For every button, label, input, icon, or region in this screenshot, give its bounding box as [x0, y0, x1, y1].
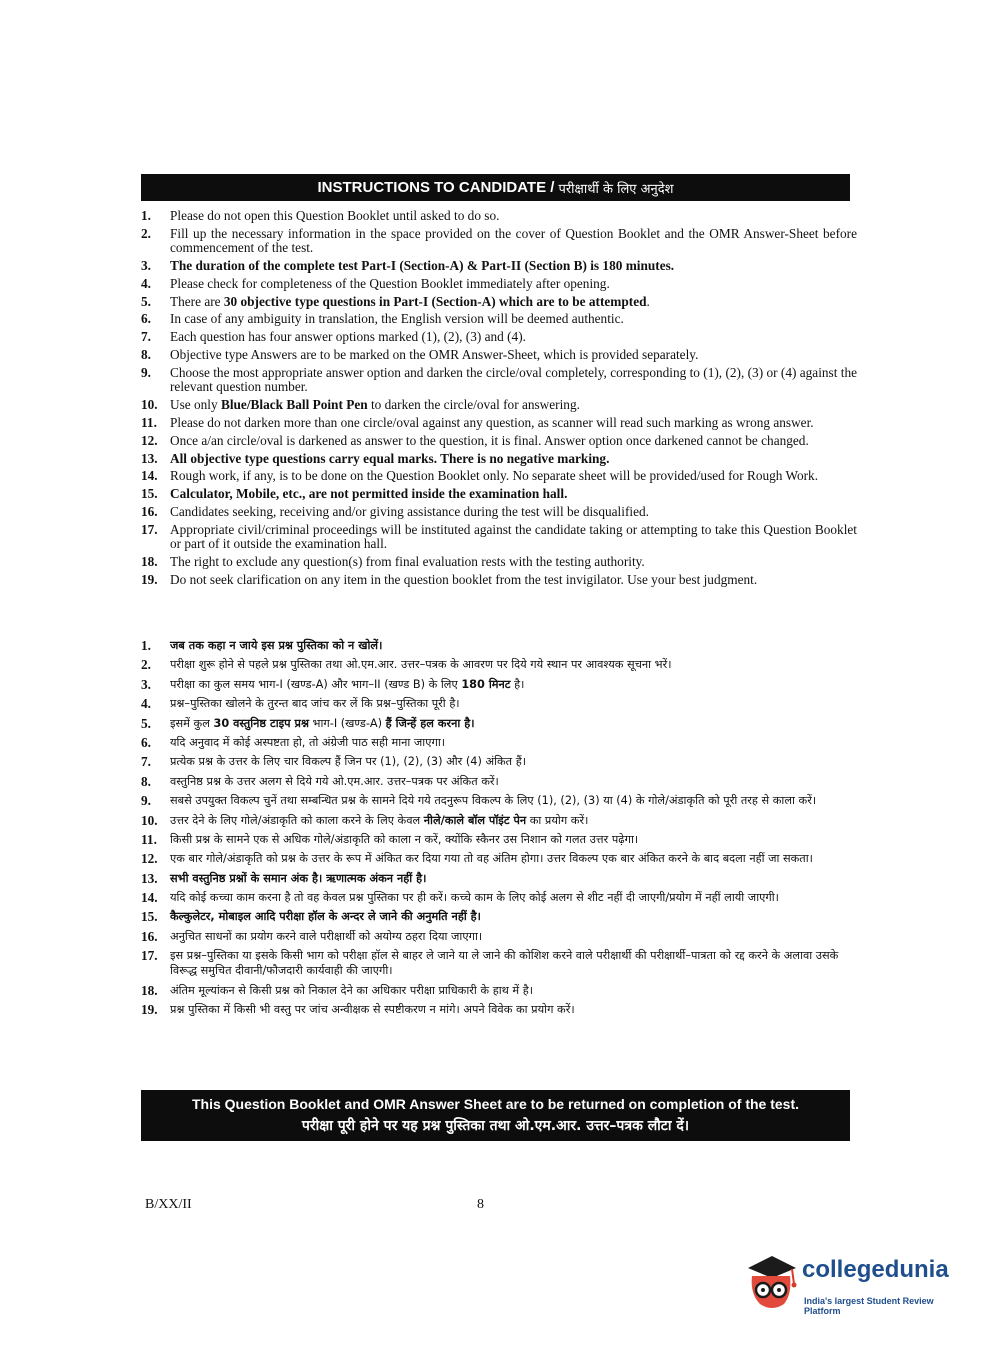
instruction-text	[170, 929, 857, 944]
instruction-text-segment: Please do not open this Question Booklet until asked to do so.	[170, 208, 500, 223]
instruction-text-segment: उत्तर देने के लिए गोले/अंडाकृति को काला करने के लिए केवल	[170, 813, 424, 827]
instruction-text	[170, 452, 857, 467]
instruction-text	[170, 366, 857, 395]
instruction-text	[170, 696, 857, 711]
instruction-number: 6.	[141, 734, 151, 750]
instructions-list-english	[141, 209, 857, 591]
instruction-item	[141, 735, 857, 750]
instruction-item	[141, 277, 857, 292]
header-title-hi: परीक्षार्थी के लिए अनुदेश	[558, 181, 674, 197]
instruction-text-segment: जब तक कहा न जाये इस प्रश्न पुस्तिका को न खोलें।	[170, 639, 383, 652]
instruction-text-segment: किसी प्रश्न के सामने एक से अधिक गोले/अंडाकृति को काला न करें, क्योंकि स्कैनर उस निशान को गलत उत्तर पढ़ेगा।	[170, 832, 639, 846]
instruction-text-segment: Please check for completeness of the Question Booklet immediately after opening.	[170, 275, 610, 291]
instruction-number: 5.	[141, 715, 151, 731]
instruction-text	[170, 677, 857, 692]
instruction-item	[141, 227, 857, 256]
instructions-list-hindi	[141, 638, 857, 1021]
instruction-text-segment: Please do not darken more than one circle/oval against any question, as scanner will read such marking as wrong answer.	[170, 414, 814, 430]
instruction-text	[170, 735, 857, 750]
return-notice-banner	[141, 1090, 850, 1141]
instruction-text	[170, 638, 857, 653]
instruction-item	[141, 416, 857, 431]
instruction-item	[141, 638, 857, 653]
instruction-number: 2.	[141, 657, 151, 673]
instruction-text	[170, 398, 857, 413]
return-notice-hi: परीक्षा पूरी होने पर यह प्रश्न पुस्तिका तथा ओ.एम.आर. उत्तर–पत्रक लौटा दें।	[301, 1118, 690, 1134]
instruction-text	[170, 277, 857, 292]
instruction-text-segment: का प्रयोग करें।	[526, 813, 589, 827]
instruction-text-segment: इस प्रश्न–पुस्तिका या इसके किसी भाग को परीक्षा हॉल से बाहर ले जाने या ले जाने की कोशिश करने वाले परीक्षार्थी की परीक्षार्थी–पात्रता को रद्द करने के अलावा उसके विरूद्ध समुचित दीवानी/फौजदारी कार्यवाही की जाएगी।	[170, 949, 839, 978]
instruction-text-segment: प्रत्येक प्रश्न के उत्तर के लिए चार विकल्प हैं जिन पर (1), (2), (3) और (4) अंकित हैं।	[170, 755, 526, 769]
instruction-text	[170, 813, 857, 828]
instruction-text	[170, 774, 857, 789]
instruction-text	[170, 312, 857, 327]
instruction-text-segment: है।	[510, 677, 525, 691]
instruction-text	[170, 871, 857, 886]
instruction-text-segment: Choose the most appropriate answer option and darken the circle/oval completely, corresponding to (1), (2), (3) or (4) against the relevant question number.	[170, 364, 857, 395]
instruction-item	[141, 677, 857, 692]
instruction-item	[141, 452, 857, 467]
instruction-item	[141, 983, 857, 998]
instruction-text-segment: भाग-I (खण्ड-A)	[308, 716, 386, 730]
instruction-number: 7.	[141, 329, 151, 345]
instruction-number: 14.	[141, 468, 158, 484]
instruction-text-segment: नीले/काले बॉल पॉइंट पेन	[423, 813, 527, 827]
instruction-text	[170, 793, 857, 808]
instruction-text-segment: 180 मिनट	[461, 677, 511, 691]
instruction-number: 1.	[141, 638, 151, 653]
instruction-text-segment: अनुचित साधनों का प्रयोग करने वाले परीक्षार्थी को अयोग्य ठहरा दिया जाएगा।	[170, 929, 483, 943]
instruction-text-segment: एक बार गोले/अंडाकृति को प्रश्न के उत्तर के रूप में अंकित कर दिया गया तो वह अंतिम होगा। उत्तर विकल्प एक बार अंकित करने के बाद बदला नहीं जा सकता।	[170, 852, 813, 866]
instruction-number: 10.	[141, 812, 158, 828]
instruction-text	[170, 330, 857, 345]
instruction-text	[170, 295, 857, 310]
instruction-item	[141, 295, 857, 310]
instruction-item	[141, 312, 857, 327]
instruction-item	[141, 523, 857, 552]
instruction-item	[141, 366, 857, 395]
instruction-item	[141, 657, 857, 672]
instruction-item	[141, 259, 857, 274]
instruction-text-segment: to darken the circle/oval for answering.	[367, 397, 580, 413]
instruction-text	[170, 832, 857, 847]
instruction-item	[141, 909, 857, 924]
instruction-text	[170, 657, 857, 672]
instruction-number: 10.	[141, 397, 158, 413]
instruction-item	[141, 890, 857, 905]
instruction-text	[170, 505, 857, 520]
instruction-text	[170, 851, 857, 866]
instruction-text	[170, 259, 857, 274]
instruction-text-segment: Rough work, if any, is to be done on the Question Booklet only. No separate sheet will be provided/used for Rough Work.	[170, 468, 819, 484]
instruction-text-segment: There are	[170, 293, 224, 309]
instruction-item	[141, 487, 857, 502]
instruction-number: 18.	[141, 554, 158, 570]
instruction-item	[141, 209, 857, 224]
instruction-text-segment: सभी वस्तुनिष्ठ प्रश्नों के समान अंक है। ऋणात्मक अंकन नहीं है।	[170, 871, 427, 885]
instruction-item	[141, 434, 857, 449]
instruction-text-segment: परीक्षा का कुल समय भाग-I (खण्ड-A) और भाग–II (खण्ड B) के लिए	[170, 677, 462, 691]
instruction-text-segment: इसमें कुल	[170, 716, 214, 730]
instruction-item	[141, 398, 857, 413]
instruction-item	[141, 871, 857, 886]
instruction-text-segment: Blue/Black Ball Point Pen	[220, 397, 368, 413]
instruction-item	[141, 330, 857, 345]
instruction-text	[170, 555, 857, 570]
instruction-text-segment: सबसे उपयुक्त विकल्प चुनें तथा सम्बन्धित प्रश्न के सामने दिये गये तदनुरूप विकल्प के लिए (1), (2), (3) या (4) के गोले/अंडाकृति को पूरी तरह से काला करें।	[170, 794, 817, 808]
instruction-text	[170, 434, 857, 449]
instruction-text-segment: Use only	[170, 397, 221, 413]
instruction-text	[170, 487, 857, 502]
header-title-en: INSTRUCTIONS TO CANDIDATE /	[317, 179, 555, 196]
instruction-text-segment: वस्तुनिष्ठ प्रश्न के उत्तर अलग से दिये गये ओ.एम.आर. उत्तर–पत्रक पर अंकित करें।	[170, 774, 499, 788]
instruction-text-segment: Do not seek clarification on any item in the question booklet from the test invigilator. Use your best judgment.	[170, 571, 758, 587]
instruction-text-segment: Once a/an circle/oval is darkened as answer to the question, it is final. Answer option once darkened cannot be changed.	[170, 432, 809, 448]
instruction-item	[141, 716, 857, 731]
instruction-item	[141, 555, 857, 570]
instruction-text	[170, 573, 857, 588]
instruction-number: 14.	[141, 890, 158, 906]
instruction-item	[141, 505, 857, 520]
instruction-item	[141, 813, 857, 828]
instruction-text-segment: परीक्षा शुरू होने से पहले प्रश्न पुस्तिका तथा ओ.एम.आर. उत्तर–पत्रक के आवरण पर दिये गये स्थान पर आवश्यक सूचना भरें।	[170, 658, 672, 672]
instruction-item	[141, 754, 857, 769]
instruction-number: 8.	[141, 347, 151, 363]
instruction-item	[141, 774, 857, 789]
instruction-text-segment: Appropriate civil/criminal proceedings will be instituted against the candidate taking or attempting to take this Question Booklet or part of it outside the examination hall.	[170, 521, 857, 552]
instruction-item	[141, 348, 857, 363]
instruction-number: 5.	[141, 293, 151, 309]
instruction-text-segment: Objective type Answers are to be marked on the OMR Answer-Sheet, which is provided separately.	[170, 347, 699, 363]
instruction-text-segment: प्रश्न–पुस्तिका खोलने के तुरन्त बाद जांच कर लें कि प्रश्न–पुस्तिका पूरी है।	[170, 697, 460, 711]
instruction-text-segment: Candidates seeking, receiving and/or giving assistance during the test will be disqualified.	[170, 503, 649, 519]
instruction-text-segment: हैं जिन्हें हल करना है।	[385, 716, 475, 730]
instruction-number: 3.	[141, 676, 151, 692]
brand-name: collegedunia	[802, 1256, 949, 1283]
instruction-text-segment: अंतिम मूल्यांकन से किसी प्रश्न को निकाल देने का अधिकार परीक्षा प्राधिकारी के हाथ में है।	[170, 983, 534, 997]
instruction-text	[170, 909, 857, 924]
page-number: 8	[477, 1197, 484, 1212]
instruction-item	[141, 1002, 857, 1017]
instruction-number: 13.	[141, 870, 158, 886]
booklet-code: B/XX/II	[145, 1197, 192, 1212]
instruction-text-segment: कैल्कुलेटर, मोबाइल आदि परीक्षा हॉल के अन्दर ले जाने की अनुमति नहीं है।	[170, 910, 481, 924]
instruction-item	[141, 929, 857, 944]
instruction-text	[170, 983, 857, 998]
instruction-text	[170, 348, 857, 363]
instruction-text	[170, 227, 857, 256]
instruction-text-segment: Each question has four answer options marked (1), (2), (3) and (4).	[170, 329, 526, 345]
instruction-text-segment: Fill up the necessary information in the space provided on the cover of Question Booklet and the OMR Answer-Sheet before commencement of the test.	[170, 225, 857, 256]
return-notice-en: This Question Booklet and OMR Answer Sheet are to be returned on completion of the test.	[192, 1096, 799, 1112]
instruction-item	[141, 948, 857, 978]
instruction-text-segment: The right to exclude any question(s) from final evaluation rests with the testing authority.	[170, 554, 645, 570]
instruction-number: 13.	[141, 450, 158, 466]
instruction-item	[141, 573, 857, 588]
instruction-number: 19.	[141, 571, 158, 587]
instruction-item	[141, 851, 857, 866]
instruction-number: 12.	[141, 432, 158, 448]
instruction-number: 1.	[141, 208, 151, 223]
collegedunia-watermark	[742, 1250, 972, 1314]
instruction-text	[170, 890, 857, 905]
instruction-number: 12.	[141, 851, 158, 867]
instruction-text	[170, 469, 857, 484]
instruction-number: 15.	[141, 486, 158, 502]
instruction-number: 7.	[141, 754, 151, 770]
instruction-number: 8.	[141, 773, 151, 789]
instruction-item	[141, 469, 857, 484]
instruction-text	[170, 754, 857, 769]
instruction-number: 18.	[141, 982, 158, 998]
instruction-text-segment: In case of any ambiguity in translation, the English version will be deemed authentic.	[170, 311, 624, 327]
instruction-number: 3.	[141, 258, 151, 274]
instruction-text-segment: The duration of the complete test Part-I (Section-A) & Part-II (Section B) is 180 minutes.	[170, 258, 675, 274]
instruction-item	[141, 793, 857, 808]
instruction-text	[170, 948, 857, 978]
instruction-number: 11.	[141, 831, 157, 847]
instruction-number: 9.	[141, 364, 151, 380]
instruction-text-segment: 30 objective type questions in Part-I (Section-A) which are to be attempted	[223, 293, 647, 309]
instruction-text	[170, 416, 857, 431]
instructions-header	[141, 174, 850, 201]
instruction-number: 19.	[141, 1002, 158, 1018]
instruction-number: 17.	[141, 948, 158, 964]
instruction-text	[170, 1002, 857, 1017]
instruction-number: 9.	[141, 793, 151, 809]
instruction-number: 17.	[141, 521, 158, 537]
instruction-number: 16.	[141, 503, 158, 519]
graduate-mascot-icon	[742, 1250, 800, 1314]
instruction-number: 11.	[141, 414, 157, 430]
instruction-text-segment: यदि कोई कच्चा काम करना है तो वह केवल प्रश्न पुस्तिका पर ही करें। कच्चे काम के लिए कोई अलग से शीट नहीं दी जाएगी/प्रयोग में नहीं लायी जाएगी।	[170, 891, 779, 905]
instruction-number: 2.	[141, 225, 151, 241]
instruction-number: 6.	[141, 311, 151, 327]
instruction-item	[141, 696, 857, 711]
instruction-text-segment: Calculator, Mobile, etc., are not permitted inside the examination hall.	[170, 486, 568, 502]
instruction-number: 4.	[141, 696, 151, 712]
instruction-text-segment: प्रश्न पुस्तिका में किसी भी वस्तु पर जांच अन्वीक्षक से स्पष्टीकरण न मांगे। अपने विवेक का प्रयोग करें।	[170, 1003, 575, 1017]
instruction-number: 16.	[141, 928, 158, 944]
instruction-text-segment: All objective type questions carry equal marks. There is no negative marking.	[170, 450, 610, 466]
instruction-item	[141, 832, 857, 847]
instruction-text-segment: 30 वस्तुनिष्ठ टाइप प्रश्न	[213, 716, 309, 730]
instruction-number: 4.	[141, 275, 151, 291]
instruction-text	[170, 523, 857, 552]
instruction-text	[170, 716, 857, 731]
brand-tagline: India's largest Student Review Platform	[804, 1296, 934, 1316]
instruction-number: 15.	[141, 909, 158, 925]
instruction-text	[170, 209, 857, 224]
instruction-text-segment: यदि अनुवाद में कोई अस्पष्टता हो, तो अंग्रेजी पाठ सही माना जाएगा।	[170, 735, 446, 749]
instruction-text-segment: .	[646, 293, 650, 309]
